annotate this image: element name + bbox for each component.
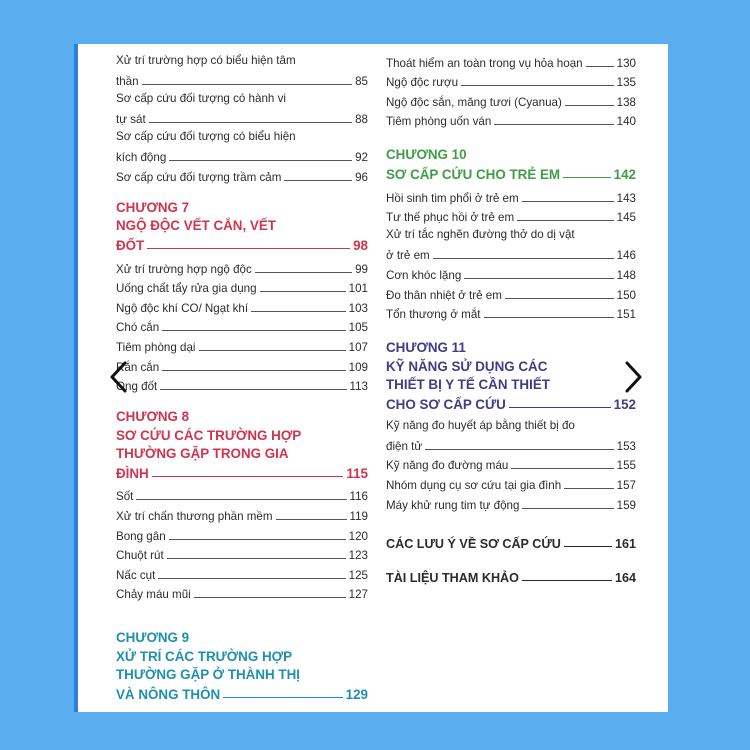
toc-entry-list xyxy=(386,417,636,514)
toc-entry[interactable] xyxy=(116,525,368,545)
section-heading-title: TÀI LIỆU THAM KHẢO xyxy=(386,570,519,585)
toc-entry-title: tự sát xyxy=(116,113,146,127)
toc-entry-title-line: Xử trí trường hợp có biểu hiện tâm xyxy=(116,54,296,67)
section-heading-page: 164 xyxy=(614,570,636,585)
toc-entry-title-line: Sơ cấp cứu đối tượng có biểu hiện xyxy=(116,130,296,144)
toc-entry-row xyxy=(386,187,636,207)
chapter-title-last-line: ĐỐT xyxy=(116,238,145,254)
toc-entry-row xyxy=(386,91,636,111)
toc-entry-page: 116 xyxy=(349,490,368,504)
dot-leader xyxy=(484,317,614,318)
dot-leader xyxy=(199,350,346,351)
toc-entry[interactable] xyxy=(386,187,636,207)
toc-entry-page: 151 xyxy=(616,308,636,322)
toc-entry-list xyxy=(116,52,368,186)
toc-entry-list xyxy=(386,52,636,130)
toc-entry-row xyxy=(386,111,636,131)
toc-entry[interactable] xyxy=(386,494,636,514)
toc-entry-page: 109 xyxy=(348,360,368,374)
toc-entry[interactable] xyxy=(116,486,368,506)
dot-leader xyxy=(461,85,614,86)
toc-entry-title: Sơ cấp cứu đối tượng trầm cảm xyxy=(116,170,282,184)
toc-entry-page: 145 xyxy=(616,211,636,225)
toc-entry[interactable] xyxy=(116,336,368,356)
toc-entry-title: ở trẻ em xyxy=(386,249,430,263)
chapter-leader xyxy=(147,248,350,249)
dot-leader xyxy=(511,468,613,469)
toc-entry[interactable] xyxy=(386,52,636,72)
toc-entry-page: 140 xyxy=(616,115,636,129)
toc-entry-page: 85 xyxy=(355,75,368,89)
toc-entry-page: 92 xyxy=(355,151,368,165)
toc-entry-row xyxy=(386,52,636,72)
toc-entry-list xyxy=(116,258,368,395)
chapter-title-line: THIẾT BỊ Y TẾ CẦN THIẾT xyxy=(386,377,550,392)
section-heading-entry[interactable] xyxy=(386,566,636,586)
toc-entry-list xyxy=(386,187,636,323)
toc-entry[interactable] xyxy=(116,166,368,186)
dot-leader xyxy=(169,539,346,540)
toc-entry-title: Uống chất tẩy rửa gia dụng xyxy=(116,282,257,296)
dot-leader xyxy=(284,180,352,181)
toc-entry[interactable] xyxy=(386,474,636,494)
dot-leader xyxy=(586,66,614,67)
toc-entry[interactable] xyxy=(116,128,368,166)
dot-leader xyxy=(260,291,346,292)
toc-entry-title: điện tử xyxy=(386,439,423,453)
toc-entry[interactable] xyxy=(386,304,636,324)
toc-entry[interactable] xyxy=(116,505,368,525)
dot-leader xyxy=(565,105,614,106)
toc-entry[interactable] xyxy=(386,226,636,264)
toc-entry-title: Tổn thương ở mắt xyxy=(386,308,481,322)
toc-entry[interactable] xyxy=(116,317,368,337)
toc-entry-page: 159 xyxy=(616,498,636,512)
dot-leader xyxy=(169,160,352,161)
chapter-block xyxy=(386,146,636,323)
toc-entry-row xyxy=(116,297,368,317)
section-heading-page: 161 xyxy=(614,536,636,551)
toc-entry-page: 155 xyxy=(616,459,636,473)
toc-entry-page: 113 xyxy=(349,380,368,394)
dot-leader xyxy=(494,124,613,125)
toc-entry-row xyxy=(116,376,368,396)
toc-entry[interactable] xyxy=(386,91,636,111)
dot-leader xyxy=(162,370,345,371)
toc-entry-row xyxy=(386,455,636,475)
chapter-label: CHƯƠNG 7 xyxy=(116,199,190,215)
toc-entry-row xyxy=(116,564,368,584)
chapter-label: CHƯƠNG 8 xyxy=(116,409,190,425)
toc-entry-title-line: Xử trí tắc nghẽn đường thở do dị vật xyxy=(386,228,575,242)
toc-entry-row xyxy=(116,584,368,604)
book-page xyxy=(74,44,668,712)
chapter-block xyxy=(116,408,368,603)
page-spine xyxy=(74,44,78,712)
chapter-label: CHƯƠNG 11 xyxy=(386,340,466,356)
toc-entry-title: Rắn cắn xyxy=(116,360,160,374)
chapter-title-line: SƠ CỨU CÁC TRƯỜNG HỢP xyxy=(116,427,302,443)
toc-entry[interactable] xyxy=(386,284,636,304)
chapter-title-row[interactable] xyxy=(386,394,636,412)
dot-leader xyxy=(136,499,346,500)
section-leader xyxy=(522,580,612,581)
toc-entry[interactable] xyxy=(116,376,368,396)
toc-entry-title: Kỹ năng đo đường máu xyxy=(386,459,509,473)
toc-entry[interactable] xyxy=(386,417,636,455)
toc-entry-page: 138 xyxy=(616,95,636,109)
toc-entry-row xyxy=(116,356,368,376)
toc-entry-title: Chuột rút xyxy=(116,549,164,563)
toc-entry[interactable] xyxy=(386,264,636,284)
dot-leader xyxy=(162,330,345,331)
toc-entry-page: 103 xyxy=(348,301,368,315)
toc-entry[interactable] xyxy=(116,278,368,298)
chapter-leader xyxy=(563,177,611,178)
toc-entry-page: 150 xyxy=(616,288,636,302)
dot-leader xyxy=(251,311,346,312)
toc-entry-title-line: Kỹ năng đo huyết áp bằng thiết bị đo xyxy=(386,418,575,432)
chapter-title-line: NGỘ ĐỘC VẾT CẮN, VẾT xyxy=(116,218,276,234)
toc-entry[interactable] xyxy=(386,207,636,227)
toc-entry-row xyxy=(116,71,368,91)
toc-entry[interactable] xyxy=(116,90,368,128)
toc-entry-row xyxy=(386,245,636,265)
section-heading-title: CÁC LƯU Ý VỀ SƠ CẤP CỨU xyxy=(386,536,561,551)
chapter-page: 152 xyxy=(613,396,636,412)
chapter-title-line: THƯỜNG GẶP TRONG GIA xyxy=(116,445,289,461)
chapter-leader xyxy=(509,407,611,408)
chapter-label: CHƯƠNG 9 xyxy=(116,630,190,646)
prev-page-button[interactable] xyxy=(106,360,132,394)
chapter-page: 142 xyxy=(613,167,636,183)
toc-entry-row xyxy=(386,284,636,304)
toc-entry-row xyxy=(116,525,368,545)
toc-right-column xyxy=(386,52,636,586)
toc-entry[interactable] xyxy=(116,356,368,376)
toc-entry-page: 143 xyxy=(616,191,636,205)
section-heading-entry[interactable] xyxy=(386,532,636,552)
toc-entry-title: Tư thế phục hồi ở trẻ em xyxy=(386,211,515,225)
toc-entry-row xyxy=(386,72,636,92)
toc-entry-title: Ngộ độc khí CO/ Ngạt khí xyxy=(116,301,249,315)
dot-leader xyxy=(464,278,613,279)
toc-entry-title: Thoát hiểm an toàn trong vụ hỏa hoạn xyxy=(386,56,583,70)
chapter-title-last-line: CHO SƠ CẤP CỨU xyxy=(386,396,506,412)
toc-entry-page: 107 xyxy=(348,341,368,355)
toc-entry-row xyxy=(116,505,368,525)
toc-entry-page: 123 xyxy=(348,549,368,563)
dot-leader xyxy=(160,389,346,390)
toc-entry[interactable] xyxy=(116,564,368,584)
chevron-left-icon xyxy=(106,360,132,394)
toc-entry-title: Xử trí trường hợp ngộ độc xyxy=(116,262,252,276)
toc-entry-row xyxy=(386,494,636,514)
toc-entry-page: 148 xyxy=(616,269,636,283)
toc-entry-row xyxy=(116,258,368,278)
toc-entry-title: Nhóm dụng cụ sơ cứu tại gia đình xyxy=(386,479,562,493)
toc-entry-row xyxy=(116,109,368,129)
toc-entry-page: 101 xyxy=(348,282,368,296)
chevron-right-icon xyxy=(620,360,646,394)
toc-entry-page: 125 xyxy=(348,568,368,582)
toc-entry[interactable] xyxy=(116,258,368,278)
dot-leader xyxy=(149,122,352,123)
toc-entry-page: 127 xyxy=(348,588,368,602)
toc-entry[interactable] xyxy=(116,545,368,565)
chapter-block xyxy=(386,339,636,513)
toc-entry[interactable] xyxy=(386,72,636,92)
toc-entry[interactable] xyxy=(116,52,368,90)
chapter-page: 115 xyxy=(346,465,368,481)
toc-entry-title: Ong đốt xyxy=(116,380,158,394)
toc-entry-title: Nấc cụt xyxy=(116,568,156,582)
toc-entry-title-line: Sơ cấp cứu đối tượng có hành vi xyxy=(116,92,286,106)
toc-entry-title: Hồi sinh tim phổi ở trẻ em xyxy=(386,191,519,205)
toc-entry-row xyxy=(116,336,368,356)
toc-entry-page: 157 xyxy=(616,479,636,493)
toc-entry-row xyxy=(386,435,636,455)
toc-entry-title: Tiêm phòng uốn ván xyxy=(386,115,492,129)
toc-entry-page: 146 xyxy=(616,249,636,263)
chapter-title-last-line: VÀ NÔNG THÔN xyxy=(116,686,221,702)
dot-leader xyxy=(425,449,614,450)
dot-leader xyxy=(517,220,614,221)
toc-entry[interactable] xyxy=(386,111,636,131)
toc-entry-title: Đo thân nhiệt ở trẻ em xyxy=(386,288,502,302)
toc-entry-title: kích động xyxy=(116,151,167,165)
chapter-label: CHƯƠNG 10 xyxy=(386,147,467,163)
toc-entry-row xyxy=(116,278,368,298)
toc-entry-page: 99 xyxy=(355,262,368,276)
toc-entry-title: Bong gân xyxy=(116,529,166,543)
toc-entry-page: 130 xyxy=(616,56,636,70)
toc-entry-title: Máy khử rung tim tự động xyxy=(386,498,520,512)
toc-entry-page: 120 xyxy=(348,529,368,543)
dot-leader xyxy=(255,272,352,273)
toc-entry-title: Xử trí chấn thương phần mềm xyxy=(116,509,273,523)
chapter-block xyxy=(116,629,368,703)
toc-entry-row xyxy=(386,264,636,284)
dot-leader xyxy=(194,597,346,598)
toc-entry-title: Sốt xyxy=(116,490,134,504)
toc-entry-list xyxy=(116,486,368,604)
toc-entry-page: 119 xyxy=(349,509,368,523)
toc-entry-title: Chó cắn xyxy=(116,321,160,335)
toc-entry-row xyxy=(116,147,368,167)
dot-leader xyxy=(564,488,613,489)
dot-leader xyxy=(522,201,614,202)
toc-entry-row xyxy=(386,304,636,324)
toc-entry-page: 96 xyxy=(355,170,368,184)
chapter-leader xyxy=(152,476,344,477)
toc-entry[interactable] xyxy=(116,297,368,317)
chapter-title-last-line: SƠ CẤP CỨU CHO TRẺ EM xyxy=(386,167,561,183)
section-leader xyxy=(564,546,612,547)
dot-leader xyxy=(522,508,613,509)
toc-entry-title: thần xyxy=(116,75,139,89)
chapter-title-last-line: ĐÌNH xyxy=(116,465,149,481)
dot-leader xyxy=(505,298,614,299)
toc-entry-page: 105 xyxy=(348,321,368,335)
toc-entry-title: Ngộ độc sắn, măng tươi (Cyanua) xyxy=(386,95,562,109)
toc-entry-row xyxy=(116,545,368,565)
toc-entry[interactable] xyxy=(386,455,636,475)
toc-entry-row xyxy=(386,474,636,494)
dot-leader xyxy=(433,258,614,259)
chapter-page: 129 xyxy=(345,686,368,702)
chapter-leader xyxy=(223,697,343,698)
toc-entry-title: Cơn khóc lặng xyxy=(386,269,462,283)
chapter-title-line: XỬ TRÍ CÁC TRƯỜNG HỢP xyxy=(116,648,292,664)
chapter-title-row[interactable] xyxy=(116,463,368,481)
dot-leader xyxy=(142,84,353,85)
toc-entry-title: Chảy máu mũi xyxy=(116,588,191,602)
chapter-title-row[interactable] xyxy=(116,685,368,703)
toc-entry[interactable] xyxy=(116,584,368,604)
chapter-title-row[interactable] xyxy=(116,236,368,254)
toc-entry-title: Tiêm phòng dại xyxy=(116,341,196,355)
toc-entry-row xyxy=(116,486,368,506)
chapter-block xyxy=(116,199,368,395)
next-page-button[interactable] xyxy=(620,360,646,394)
dot-leader xyxy=(276,519,347,520)
toc-entry-title: Ngộ độc rượu xyxy=(386,76,459,90)
toc-left-column xyxy=(116,52,368,703)
toc-entry-row xyxy=(116,166,368,186)
toc-entry-page: 153 xyxy=(616,439,636,453)
dot-leader xyxy=(158,578,345,579)
chapter-title-row[interactable] xyxy=(386,165,636,183)
dot-leader xyxy=(167,558,346,559)
toc-entry-row xyxy=(116,317,368,337)
chapter-page: 98 xyxy=(353,238,368,254)
chapter-title-line: KỸ NĂNG SỬ DỤNG CÁC xyxy=(386,358,548,374)
toc-entry-page: 88 xyxy=(355,113,368,127)
toc-entry-page: 135 xyxy=(616,76,636,90)
toc-entry-row xyxy=(386,207,636,227)
chapter-title-line: THƯỜNG GẶP Ở THÀNH THỊ xyxy=(116,667,300,683)
